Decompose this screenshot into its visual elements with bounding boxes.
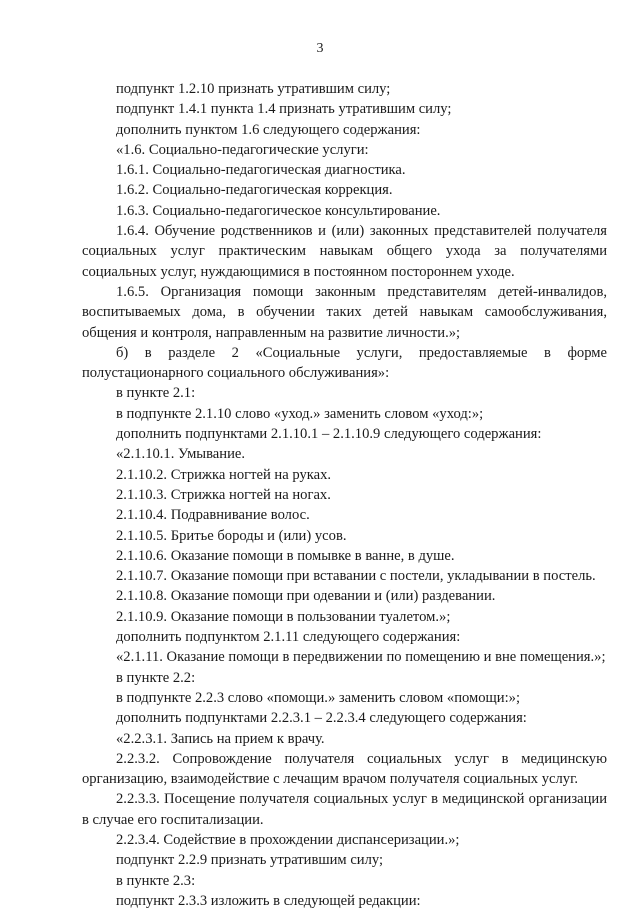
paragraph: 2.1.10.7. Оказание помощи при вставании с постели, укладывании в постель. (116, 568, 596, 585)
paragraph: в подпункте 2.1.10 слово «уход.» заменить словом «уход:»; (116, 405, 484, 422)
paragraph: 2.1.10.3. Стрижка ногтей на ногах. (116, 486, 331, 503)
paragraph: «1.6. Социально-педагогические услуги: (116, 141, 369, 158)
paragraph: в пункте 2.2: (116, 669, 196, 686)
paragraph: в пункте 2.1: (116, 385, 196, 402)
paragraph: 1.6.5. Организация помощи законным представителям детей-инвалидов, воспитываемых дома, в обучении таких детей навыкам самообслуживания, общения и контроля, направленным на развитие личности.»; (82, 283, 607, 341)
paragraph: 2.1.10.8. Оказание помощи при одевании и (или) раздевании. (116, 588, 496, 605)
paragraph: дополнить пунктом 1.6 следующего содержания: (116, 121, 421, 138)
paragraph: «2.1.11. Оказание помощи в передвижении по помещению и вне помещения.»; (116, 649, 606, 666)
paragraph: 2.1.10.5. Бритье бороды и (или) усов. (116, 527, 347, 544)
paragraph: 1.6.2. Социально-педагогическая коррекция. (116, 182, 393, 199)
paragraph: 2.2.3.3. Посещение получателя социальных услуг в медицинской организации в случае его госпитализации. (82, 791, 607, 828)
paragraph: в подпункте 2.2.3 слово «помощи.» заменить словом «помощи:»; (116, 689, 521, 706)
paragraph: в пункте 2.3: (116, 872, 196, 889)
paragraph: 2.1.10.4. Подравнивание волос. (116, 507, 310, 524)
paragraph: подпункт 1.2.10 признать утратившим силу; (116, 81, 391, 97)
paragraph: дополнить подпунктами 2.2.3.1 – 2.2.3.4 следующего содержания: (116, 710, 527, 727)
paragraph: б) в разделе 2 «Социальные услуги, предоставляемые в форме полустационарного социального обслуживания»: (82, 344, 607, 382)
document-body (82, 79, 607, 911)
paragraph: дополнить подпунктом 2.1.11 следующего содержания: (116, 629, 461, 646)
paragraph: дополнить подпунктами 2.1.10.1 – 2.1.10.9 следующего содержания: (116, 426, 542, 443)
paragraph: подпункт 2.2.9 признать утратившим силу; (116, 852, 384, 869)
paragraph: «2.1.10.1. Умывание. (116, 446, 246, 463)
paragraph: 2.2.3.2. Сопровождение получателя социальных услуг в медицинскую организацию, взаимодействие с лечащим врачом получателя социальных услуг. (82, 750, 607, 788)
paragraph: подпункт 1.4.1 пункта 1.4 признать утратившим силу; (116, 101, 452, 118)
paragraph: подпункт 2.3.3 изложить в следующей редакции: (116, 892, 421, 909)
paragraph: 2.1.10.9. Оказание помощи в пользовании туалетом.»; (116, 608, 451, 625)
paragraph: 2.2.3.4. Содействие в прохождении диспансеризации.»; (116, 831, 460, 848)
paragraph: 2.1.10.6. Оказание помощи в помывке в ванне, в душе. (116, 547, 455, 564)
paragraph: «2.2.3.1. Запись на прием к врачу. (116, 730, 325, 747)
paragraph: 2.1.10.2. Стрижка ногтей на руках. (116, 466, 332, 483)
paragraph: 1.6.3. Социально-педагогическое консультирование. (116, 202, 441, 219)
paragraph: 1.6.4. Обучение родственников и (или) законных представителей получателя социальных услуг практическим навыкам общего ухода за получателями социальных услуг, нуждающимися в постоянном постороннем уходе. (82, 223, 607, 280)
page-number: 3 (316, 41, 324, 56)
paragraph: 1.6.1. Социально-педагогическая диагностика. (116, 162, 406, 179)
